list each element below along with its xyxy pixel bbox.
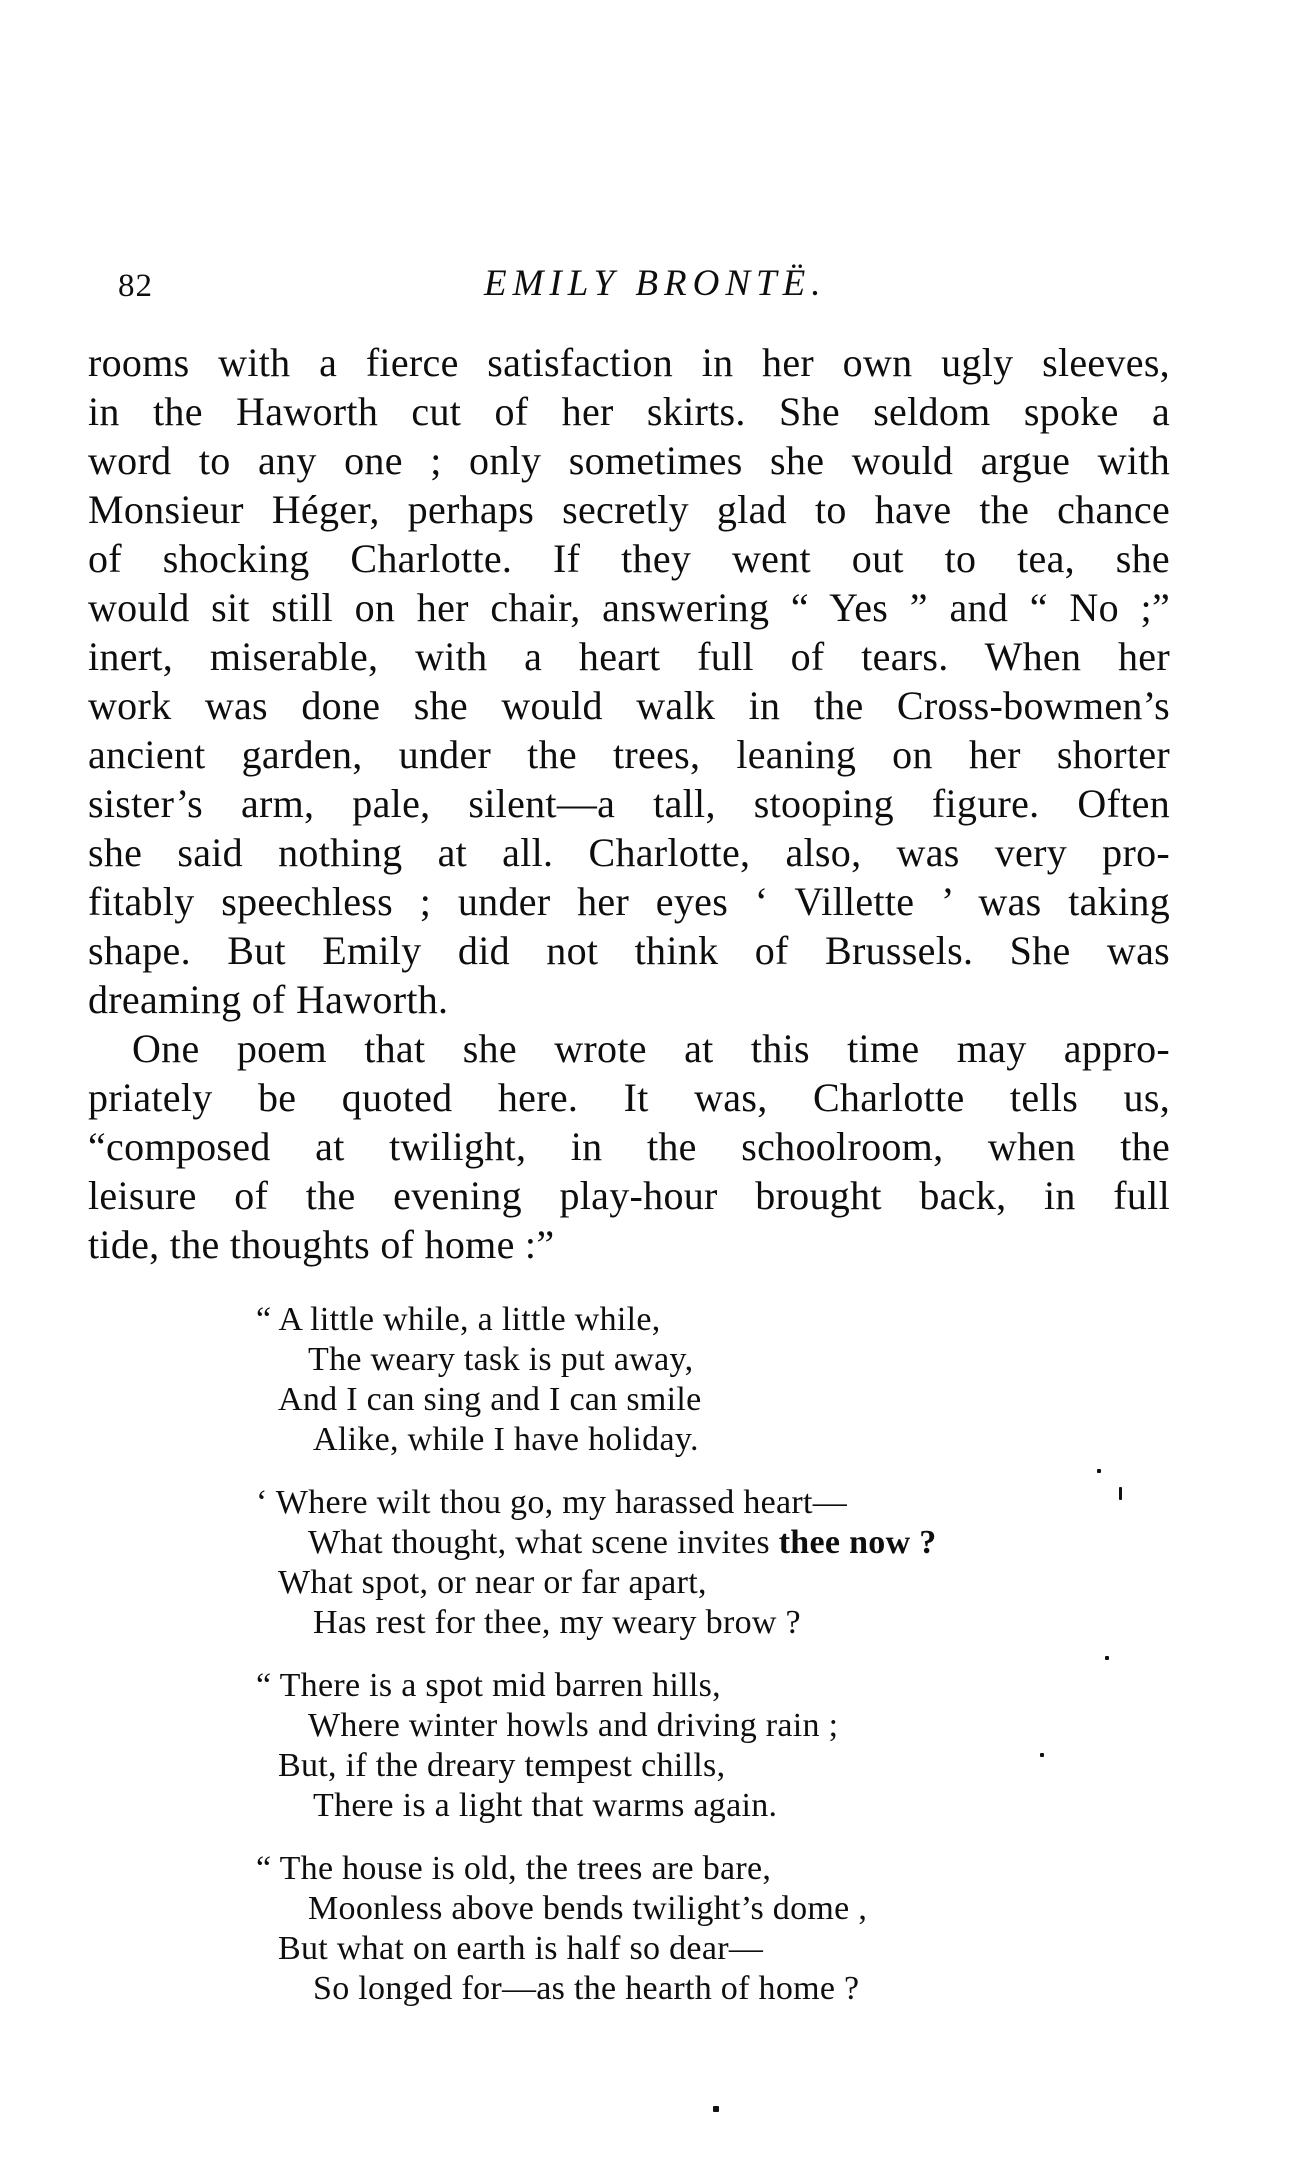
poem-stanza	[256, 1849, 1156, 2009]
text-line: Monsieur Héger, perhaps secretly glad to have the chance	[88, 487, 1170, 532]
poem-line-text: What spot, or near or far apart,	[278, 1564, 707, 1601]
text-line: dreaming of Haworth.	[88, 977, 449, 1022]
poem-line	[308, 1889, 1156, 1929]
poem-line-text: The weary task is put away,	[308, 1341, 694, 1378]
poem-line-text: Alike, while I have holiday.	[313, 1421, 699, 1458]
poem-line	[278, 1929, 1156, 1969]
poem-line	[278, 1563, 1156, 1603]
paragraph	[88, 338, 1170, 1024]
poem-line-text: Has rest for thee, my weary brow ?	[313, 1604, 801, 1641]
text-line: rooms with a fierce satisfaction in her own ugly sleeves,	[88, 340, 1170, 385]
ink-speck	[1119, 1487, 1122, 1500]
poem-line	[313, 1969, 1156, 2009]
poem-line-text: And I can sing and I can smile	[278, 1381, 702, 1418]
poem-line-text: “ There is a spot mid barren hills,	[256, 1667, 721, 1704]
text-line: would sit still on her chair, answering “ Yes ” and “ No ;”	[88, 585, 1170, 630]
text-line: work was done she would walk in the Cross-bowmen’s	[88, 683, 1170, 728]
poem-stanza	[256, 1300, 1156, 1460]
poem-line	[313, 1603, 1156, 1643]
paragraph	[88, 1024, 1170, 1269]
poem-line	[256, 1849, 1156, 1889]
poem-line-text: So longed for—as the hearth of home ?	[313, 1970, 860, 2007]
ink-speck	[713, 2106, 719, 2112]
poem-line-text: Where winter howls and driving rain ;	[308, 1707, 839, 1744]
poem-line	[313, 1420, 1156, 1460]
poem-line-text: But what on earth is half so dear—	[278, 1930, 764, 1967]
poem-line-text: There is a light that warms again.	[313, 1787, 778, 1824]
poem-stanza	[256, 1666, 1156, 1826]
poem-line	[308, 1706, 1156, 1746]
running-title: EMILY BRONTË.	[484, 263, 827, 304]
text-line: sister’s arm, pale, silent—a tall, stooping figure. Often	[88, 781, 1170, 826]
ink-speck	[1097, 1469, 1101, 1473]
poem-line-text: ‘ Where wilt thou go, my harassed heart—	[256, 1484, 848, 1521]
ink-speck	[1105, 1656, 1109, 1660]
text-line: inert, miserable, with a heart full of tears. When her	[88, 634, 1170, 679]
poem-line-text: But, if the dreary tempest chills,	[278, 1747, 726, 1784]
poem-line	[256, 1666, 1156, 1706]
poem-line	[308, 1340, 1156, 1380]
text-line: ancient garden, under the trees, leaning on her shorter	[88, 732, 1170, 777]
poem-stanza	[256, 1483, 1156, 1643]
poem-line	[308, 1523, 1156, 1563]
text-line: leisure of the evening play-hour brought back, in full	[88, 1173, 1170, 1218]
text-line: One poem that she wrote at this time may appro-	[132, 1026, 1170, 1071]
text-line: word to any one ; only sometimes she would argue with	[88, 438, 1170, 483]
poem-line-text: Moonless above bends twilight’s dome ,	[308, 1890, 868, 1927]
poem-line	[313, 1786, 1156, 1826]
poem-line-text: “ The house is old, the trees are bare,	[256, 1850, 772, 1887]
page-number: 82	[118, 268, 153, 304]
poem-block	[256, 1300, 1156, 2032]
poem-line-text: What thought, what scene invites	[308, 1524, 779, 1561]
text-line: priately be quoted here. It was, Charlotte tells us,	[88, 1075, 1170, 1120]
text-line: in the Haworth cut of her skirts. She seldom spoke a	[88, 389, 1170, 434]
text-line: fitably speechless ; under her eyes ‘ Villette ’ was taking	[88, 879, 1170, 924]
poem-line	[278, 1380, 1156, 1420]
text-line: “composed at twilight, in the schoolroom, when the	[88, 1124, 1170, 1169]
poem-line-bold-text: thee now ?	[778, 1524, 937, 1561]
text-line: tide, the thoughts of home :”	[88, 1222, 555, 1267]
text-line: she said nothing at all. Charlotte, also, was very pro-	[88, 830, 1170, 875]
ink-speck	[1040, 1753, 1044, 1757]
poem-line-text: “ A little while, a little while,	[256, 1301, 661, 1338]
poem-line	[278, 1746, 1156, 1786]
poem-line	[256, 1300, 1156, 1340]
poem-line	[256, 1483, 1156, 1523]
text-line: of shocking Charlotte. If they went out to tea, she	[88, 536, 1170, 581]
text-line: shape. But Emily did not think of Brussels. She was	[88, 928, 1170, 973]
body-text-block	[88, 338, 1170, 1269]
